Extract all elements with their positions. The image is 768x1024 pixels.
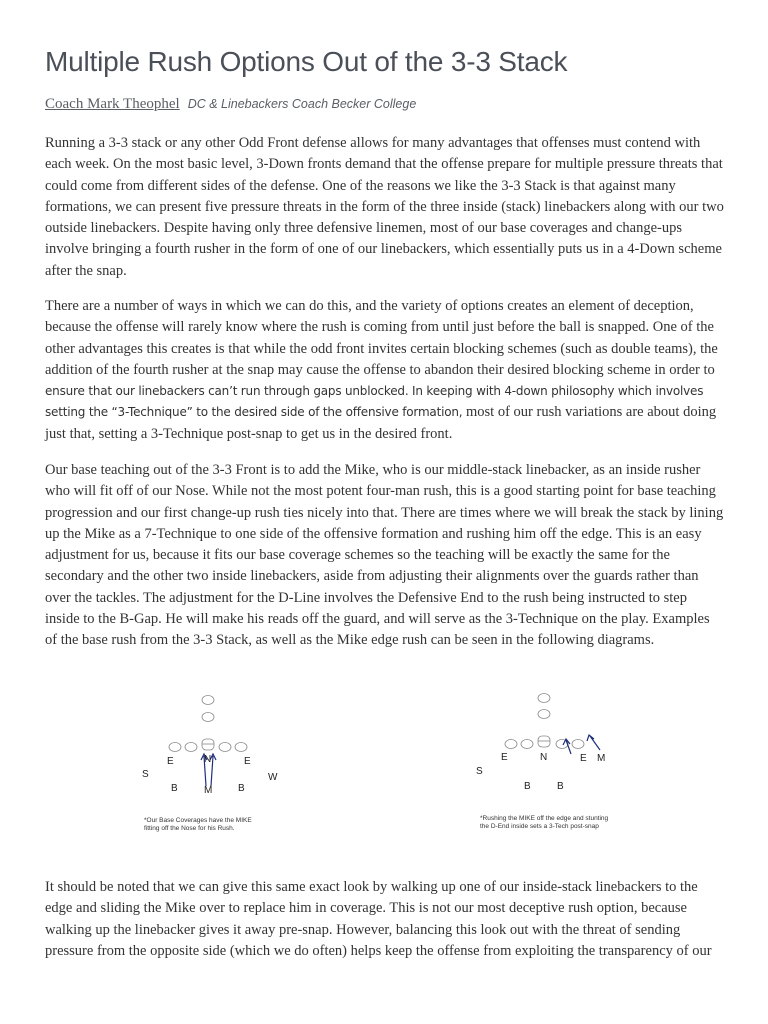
defender-label-b-left: B (524, 781, 531, 792)
mike-edge-rush-diagram (432, 688, 632, 848)
offense-formation (169, 696, 247, 752)
offense-player-marker (538, 710, 550, 719)
defender-label-n: N (204, 754, 212, 765)
center-marker (538, 736, 550, 747)
defender-label-s: S (476, 766, 483, 777)
offense-player-marker (185, 743, 197, 752)
author-link[interactable]: Coach Mark Theophel (45, 96, 180, 112)
paragraph-rush-variety (45, 296, 725, 445)
paragraph-intro: Running a 3-3 stack or any other Odd Front defense allows for many advantages that offenses must contend with each week. On the most basic level, 3-Down fronts demand that the offense prepare for multiple pressure threats that could come from different sides of the defense. One of the reasons we like the 3-3 Stack is that against many formations, we can present five pressure threats in the form of the three inside (stack) linebackers along with our two outside linebackers. Despite having only three defensive linemen, most of our base coverages and change-ups involve bringing a fourth rusher in the form of one of our linebackers, which essentially puts us in a 4-Down scheme after the snap. (45, 135, 724, 279)
offense-formation (505, 694, 584, 749)
offense-player-marker (235, 743, 247, 752)
article-title: Multiple Rush Options Out of the 3-3 Stack (45, 46, 568, 77)
offense-player-marker (572, 740, 584, 749)
paragraph-text: There are a number of ways in which we can do this, and the variety of options creates an element of deception, because the offense will rarely know where the rush is coming from until just before the ball is snapped. One of the other advantages this creates is that while the odd front invites certain blocking schemes (such as double teams), the addition of the fourth rusher at the snap may cause the offense to abandon their desired blocking scheme in order to (45, 298, 718, 378)
offense-player-marker (169, 743, 181, 752)
offense-player-marker (219, 743, 231, 752)
defender-label-e-right: E (580, 753, 587, 764)
paragraph-walk-up: It should be noted that we can give this same exact look by walking up one of our inside-stack linebackers to the edge and sliding the Mike over to replace him in coverage. This is not our most deceptive rush option, because walking up the linebacker gives it away pre-snap. However, balancing this look out with the threat of sending pressure from the opposite side (which we do often) helps keep the offense from exploiting the transparency of our (45, 879, 712, 959)
defender-label-b-right: B (557, 781, 564, 792)
defender-label-w: W (268, 772, 278, 783)
paragraph-text: most of our rush variations are about doing just that, setting a 3-Technique post-snap to get us in the desired front. (45, 404, 717, 442)
defender-label-e-right: E (244, 756, 251, 767)
defender-label-s: S (142, 769, 149, 780)
base-rush-diagram (87, 688, 397, 848)
center-marker (202, 739, 214, 750)
defender-label-e-left: E (167, 756, 174, 767)
diagram-caption-line: *Rushing the MIKE off the edge and stunting (480, 815, 609, 822)
rush-arrows (563, 735, 600, 754)
defender-label-e-left: E (501, 752, 508, 763)
offense-player-marker (202, 696, 214, 705)
defender-label-m: M (597, 753, 606, 764)
paragraph-base-teaching: Our base teaching out of the 3-3 Front is to add the Mike, who is our middle-stack linebacker, as an inside rusher who will fit off of our Nose. While not the most potent four-man rush, this is a good starting point for base teaching progression and our first change-up rush ties nicely into that. There are times where we will break the stack by lining up the Mike as a 7-Technique to one side of the offensive formation and rushing him off the edge. This is an easy adjustment for us, because it fits our base coverage schemes so the teaching will be exactly the same for the secondary and the other two inside linebackers, aside from adjusting their alignments over the guards rather than over the tackles. The adjustment for the D-Line involves the Defensive End to the rush being instructed to step inside to the B-Gap. He will make his reads off the guard, and will serve as the 3-Technique on the play. Examples of the base rush from the 3-3 Stack, as well as the Mike edge rush can be seen in the following diagrams. (45, 462, 724, 649)
defender-label-m: M (204, 785, 213, 796)
edge-rush-arrow (587, 735, 600, 750)
byline (45, 95, 416, 113)
diagram-caption-line: *Our Base Coverages have the MIKE (144, 817, 252, 824)
offense-player-marker (202, 713, 214, 722)
offense-player-marker (505, 740, 517, 749)
diagram-caption-line: fitting off the Nose for his Rush. (144, 825, 235, 832)
offense-player-marker (521, 740, 533, 749)
author-role: DC & Linebackers Coach Becker College (187, 97, 417, 111)
defender-label-b-right: B (238, 783, 245, 794)
offense-player-marker (538, 694, 550, 703)
defender-label-n: N (540, 752, 548, 763)
paragraph-text-alt-font: ensure that our linebackers can’t run through gaps unblocked. In keeping with 4-down philosophy which involves setting the “3-Technique” to the desired side of the offensive formation, (45, 384, 704, 420)
diagram-caption-line: the D-End inside sets a 3-Tech post-snap (480, 823, 599, 830)
defender-label-b-left: B (171, 783, 178, 794)
